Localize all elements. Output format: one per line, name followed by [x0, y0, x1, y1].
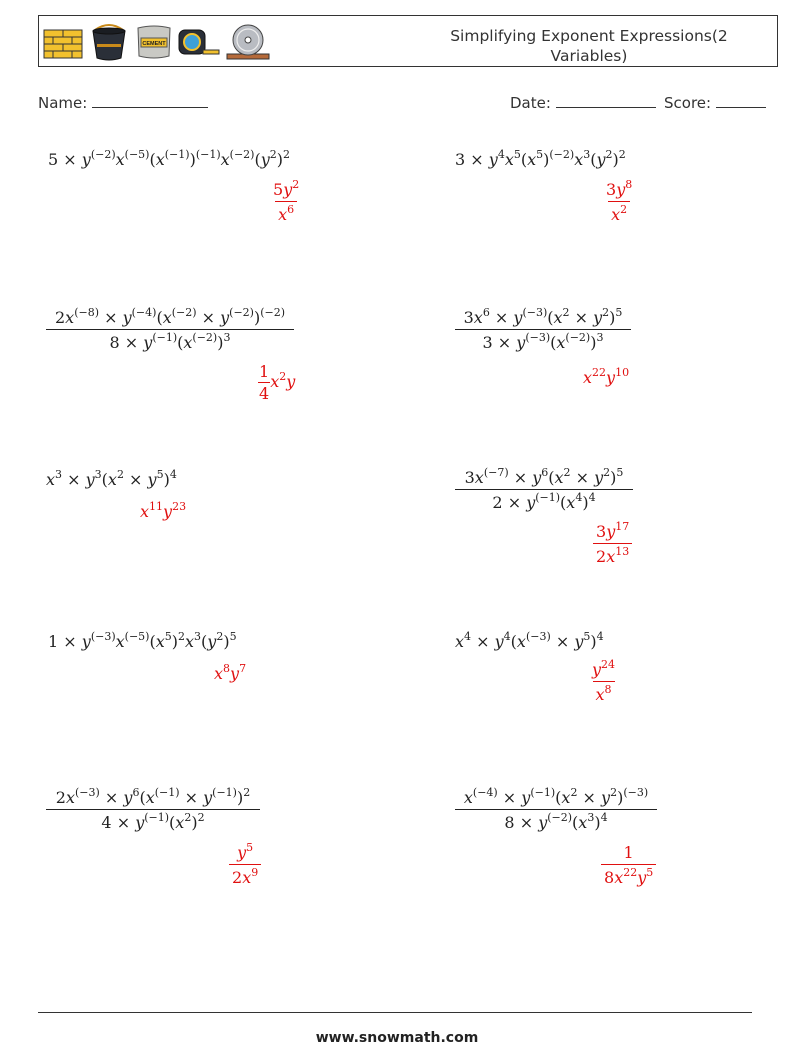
name-field	[38, 93, 208, 112]
answer-2: $\frac{3y^8}{x^2}$	[606, 178, 633, 224]
footer-divider	[38, 1012, 752, 1013]
date-field	[510, 93, 656, 112]
date-label: Date:	[510, 94, 551, 112]
cement-bag-icon	[135, 22, 173, 62]
tape-measure-icon	[177, 22, 221, 62]
problem-4: $\frac{3x^6 \times y^{(-3)}(x^2 \times y^2)^5}{3 \times y^{(-3)}(x^{(-2)})^3}$	[455, 308, 631, 352]
date-blank[interactable]	[556, 93, 656, 108]
problem-3: $\frac{2x^{(-8)} \times y^{(-4)}(x^{(-2)} \times y^{(-2)})^{(-2)}}{8 \times y^{(-1)}(x^{(-2)})^3}$	[46, 308, 294, 352]
name-blank[interactable]	[92, 93, 208, 108]
score-blank[interactable]	[716, 93, 766, 108]
problem-6: $\frac{3x^{(-7)} \times y^6(x^2 \times y^2)^5}{2 \times y^{(-1)}(x^4)^4}$	[455, 468, 633, 512]
worksheet-title: Simplifying Exponent Expressions(2 Variables)	[450, 27, 728, 65]
cement-label: CEMENT	[142, 41, 166, 47]
problem-8: $x^4 \times y^4(x^{(-3)} \times y^5)^4$	[455, 630, 604, 651]
problem-1: $5 \times y^{(-2)}x^{(-5)}(x^{(-1)})^{(-1)}x^{(-2)}(y^2)^2$	[48, 148, 291, 169]
problem-2: $3 \times y^4x^5(x^5)^{(-2)}x^3(y^2)^2$	[455, 148, 626, 169]
problem-9: $\frac{2x^{(-3)} \times y^6(x^{(-1)} \times y^{(-1)})^2}{4 \times y^{(-1)}(x^2)^2}$	[46, 788, 260, 832]
answer-5: $x^{11}y^{23}$	[140, 500, 187, 521]
score-field	[664, 93, 766, 112]
footer-url[interactable]: www.snowmath.com	[315, 1030, 479, 1046]
bucket-icon	[89, 22, 129, 62]
answer-6: $\frac{3y^{17}}{2x^{13}}$	[593, 522, 632, 566]
problem-10: $\frac{x^{(-4)} \times y^{(-1)}(x^2 \times y^2)^{(-3)}}{8 \times y^{(-2)}(x^3)^4}$	[455, 788, 657, 832]
answer-10: $\frac{1}{8x^{22}y^5}$	[601, 843, 656, 887]
answer-8: $\frac{y^{24}}{x^8}$	[592, 658, 616, 704]
problem-5: $x^3 \times y^3(x^2 \times y^5)^4$	[46, 468, 177, 489]
answer-9: $\frac{y^5}{2x^9}$	[229, 843, 261, 887]
answer-3: $\frac{1}{4}$ $x^2y$	[259, 362, 296, 403]
bricks-icon	[43, 22, 85, 62]
worksheet-header	[38, 15, 778, 67]
score-label: Score:	[664, 94, 712, 112]
problem-7: $1 \times y^{(-3)}x^{(-5)}(x^5)^2x^3(y^2)^5$	[48, 630, 237, 651]
answer-1: $\frac{5y^2}{x^6}$	[273, 178, 300, 224]
name-label: Name:	[38, 94, 88, 112]
answer-7: $x^8y^7$	[214, 662, 247, 683]
saw-blade-icon	[225, 22, 271, 62]
answer-4: $x^{22}y^{10}$	[583, 366, 630, 387]
